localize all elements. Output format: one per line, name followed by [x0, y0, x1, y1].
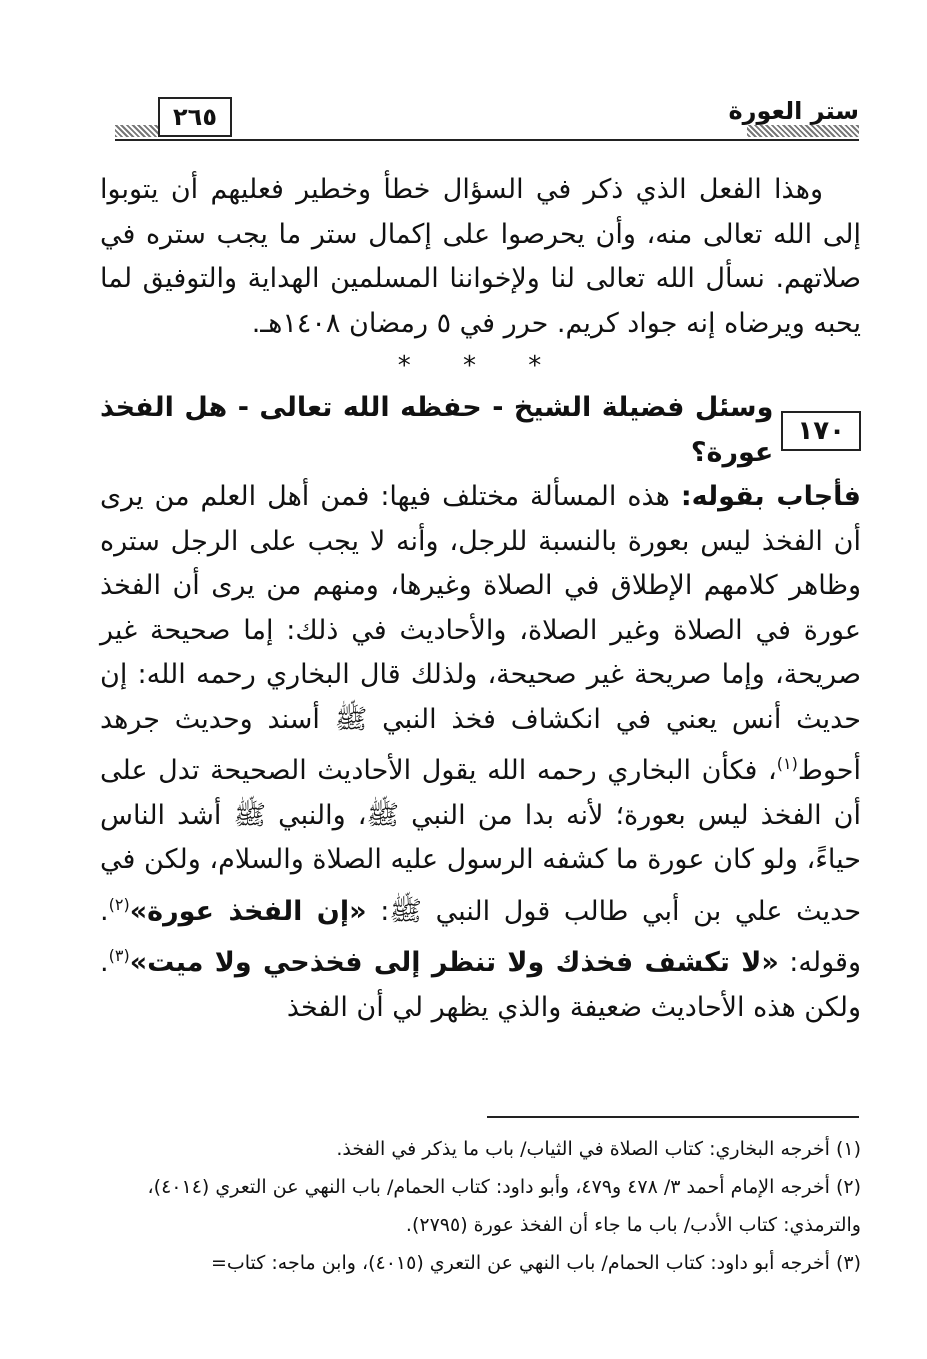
footnote-1: (١) أخرجه البخاري: كتاب الصلاة في الثياب/ باب ما يذكر في الفخذ.: [336, 1138, 861, 1160]
question-number-box: ١٧٠: [781, 411, 861, 451]
answer-lead: فأجاب بقوله:: [680, 481, 861, 512]
footnote-3: (٣) أخرجه أبو داود: كتاب الحمام/ باب النهي عن التعري (٤٠١٥)، وابن ماجه: كتاب=: [210, 1252, 861, 1274]
footnote-mark-3: (٣): [108, 946, 130, 965]
closing-paragraph: وهذا الفعل الذي ذكر في السؤال خطأ وخطير فعليهم أن يتوبوا إلى الله تعالى منه، وأن يحرصوا على إكمال ستر ما يجب ستره في صلاتهم. نسأل الله تعالى لنا ولإخواننا المسلمين الهداية والتوفيق لما يحبه ويرضاه إنه جواد كريم. حرر في ٥ رمضان ١٤٠٨هـ.: [100, 174, 861, 339]
hadith-quote-1: «إن الفخذ عورة»: [129, 895, 367, 927]
footnote-mark-1: (١): [776, 754, 798, 773]
footnote-mark-2: (٢): [108, 894, 130, 914]
footnote-rule: [487, 1116, 859, 1118]
header-rule: [115, 139, 859, 141]
page-number: ٢٦٥: [158, 97, 232, 137]
answer-text-1: هذه المسألة مختلف فيها: فمن أهل العلم من يرى أن الفخذ ليس بعورة بالنسبة للرجل، وأنه لا يجب على الرجل ستره وظاهر كلامهم الإطلاق في الصلاة وغيرها، ومنهم من يرى أن الفخذ عورة في الصلاة وغير الصلاة، والأحاديث في ذلك: إما صحيحة غير صريحة، وإما صريحة غير صحيحة، ولذلك قال البخاري رحمه الله: إن حديث أنس يعني في انكشاف فخذ النبي ﷺ أسند وحديث جرهد أحوط: [100, 481, 861, 786]
answer-text-4: . ولكن هذه الأحاديث ضعيفة والذي يظهر لي أن الفخذ: [100, 947, 861, 1023]
header-band-gap: [228, 125, 747, 137]
running-header-title: ستر العورة: [728, 97, 859, 125]
answer-text-3: . وقوله:: [100, 895, 861, 978]
main-text: [100, 168, 861, 1030]
answer-text-2: ، فكأن البخاري رحمه الله يقول الأحاديث الصحيحة تدل على أن الفخذ ليس بعورة؛ لأنه بدا من النبي ﷺ، والنبي ﷺ أشد الناس حياءً، ولو كان عورة ما كشفه الرسول عليه الصلاة والسلام، ولكن في حديث علي بن أبي طالب قول النبي ﷺ:: [100, 755, 862, 927]
footnote-2: (٢) أخرجه الإمام أحمد ٣/ ٤٧٨ و٤٧٩، وأبو داود: كتاب الحمام/ باب النهي عن التعري (٤٠١٤)، والترمذي: كتاب الأدب/ باب ما جاء أن الفخذ عورة (٢٧٩٥).: [147, 1176, 861, 1236]
footnotes: [98, 1130, 861, 1282]
hadith-quote-2: «لا تكشف فخذك ولا تنظر إلى فخذحي ولا ميت»: [129, 947, 779, 978]
answer-paragraph: [100, 475, 861, 1030]
question-text: وسئل فضيلة الشيخ - حفظه الله تعالى - هل الفخذ عورة؟: [100, 392, 774, 468]
question-heading: [100, 386, 861, 475]
section-separator: * * *: [397, 351, 564, 381]
